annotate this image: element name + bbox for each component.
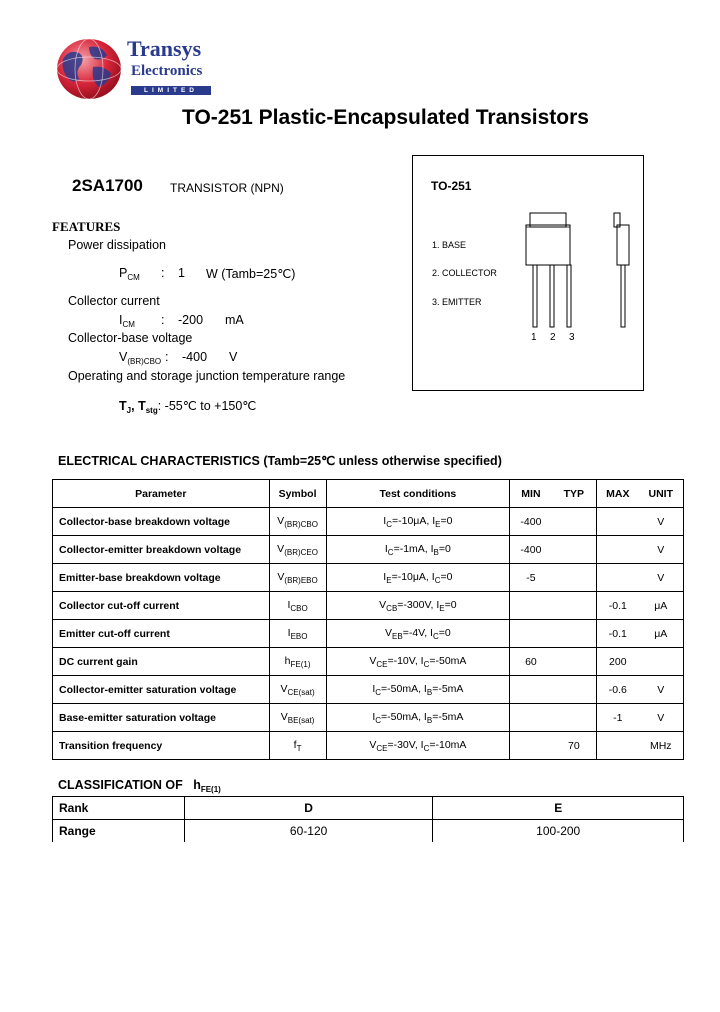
- pin-number-1: 1: [531, 332, 537, 343]
- param-cell: Base-emitter saturation voltage: [53, 704, 270, 732]
- typ-cell: 70: [552, 732, 597, 760]
- unit-cell: V: [639, 704, 684, 732]
- symbol-cell: $h_{FE(1)}$: [269, 648, 326, 676]
- pin-number-2: 2: [550, 332, 556, 343]
- table-row: [53, 797, 684, 820]
- header-max: MAX: [597, 480, 639, 508]
- typ-cell: [552, 508, 597, 536]
- rank-d: D: [184, 797, 433, 820]
- table-row: [53, 648, 684, 676]
- electrical-characteristics-heading: ELECTRICAL CHARACTERISTICS (Tamb=25℃ unless otherwise specified): [58, 454, 502, 468]
- param-cell: DC current gain: [53, 648, 270, 676]
- max-cell: [597, 732, 639, 760]
- condition-cell: $I_C=-10\mu A$, $I_E=0$: [326, 508, 510, 536]
- icm-value: -200: [178, 313, 204, 327]
- collector-base-voltage-label: Collector-base voltage: [68, 331, 193, 345]
- param-cell: Collector-emitter breakdown voltage: [53, 536, 270, 564]
- min-cell: 60: [510, 648, 552, 676]
- classification-heading: CLASSIFICATION OF $h_{FE(1)}$: [58, 778, 221, 794]
- power-dissipation-label: Power dissipation: [68, 238, 166, 252]
- min-cell: [510, 592, 552, 620]
- unit-cell: [639, 648, 684, 676]
- icm-symbol: $I_{CM}$: [119, 313, 135, 329]
- max-cell: -0.1: [597, 620, 639, 648]
- vcbo-colon: :: [165, 350, 169, 364]
- condition-cell: $I_C=-50mA$, $I_B=-5mA$: [326, 676, 510, 704]
- rank-e: E: [433, 797, 684, 820]
- max-cell: -0.1: [597, 592, 639, 620]
- logo-company-name: Transys: [127, 36, 202, 61]
- unit-cell: μA: [639, 592, 684, 620]
- header-typ: TYP: [552, 480, 597, 508]
- condition-cell: $I_C=-50mA$, $I_B=-5mA$: [326, 704, 510, 732]
- table-row: [53, 820, 684, 843]
- symbol-cell: $V_{(BR)CEO}$: [269, 536, 326, 564]
- header-parameter: Parameter: [53, 480, 270, 508]
- param-cell: Transition frequency: [53, 732, 270, 760]
- electrical-characteristics-table: [52, 479, 684, 760]
- min-cell: -5: [510, 564, 552, 592]
- symbol-cell: $I_{CBO}$: [269, 592, 326, 620]
- table-row: [53, 732, 684, 760]
- condition-cell: $V_{EB}=-4V$, $I_C=0$: [326, 620, 510, 648]
- typ-cell: [552, 592, 597, 620]
- unit-cell: V: [639, 676, 684, 704]
- max-cell: [597, 536, 639, 564]
- unit-cell: V: [639, 508, 684, 536]
- logo-division-name: Electronics: [131, 63, 203, 79]
- typ-cell: [552, 704, 597, 732]
- max-cell: -0.6: [597, 676, 639, 704]
- param-cell: Collector-emitter saturation voltage: [53, 676, 270, 704]
- min-cell: [510, 620, 552, 648]
- pin-3-label: 3. EMITTER: [432, 297, 482, 307]
- condition-cell: $V_{CB}=-300V$, $I_E=0$: [326, 592, 510, 620]
- max-cell: [597, 564, 639, 592]
- range-e: 100-200: [433, 820, 684, 843]
- page-title: TO-251 Plastic-Encapsulated Transistors: [182, 106, 589, 129]
- typ-cell: [552, 564, 597, 592]
- min-cell: [510, 676, 552, 704]
- table-row: [53, 620, 684, 648]
- symbol-cell: $f_T$: [269, 732, 326, 760]
- unit-cell: MHz: [639, 732, 684, 760]
- pcm-colon: :: [161, 266, 165, 280]
- collector-current-label: Collector current: [68, 294, 160, 308]
- symbol-cell: $I_{EBO}$: [269, 620, 326, 648]
- unit-cell: V: [639, 564, 684, 592]
- table-row: [53, 592, 684, 620]
- min-cell: -400: [510, 508, 552, 536]
- vcbo-value: -400: [182, 350, 208, 364]
- typ-cell: [552, 536, 597, 564]
- icm-unit: mA: [225, 313, 244, 327]
- classification-table: [52, 796, 684, 842]
- part-type: TRANSISTOR (NPN): [170, 181, 284, 195]
- table-header-row: [53, 480, 684, 508]
- unit-cell: V: [639, 536, 684, 564]
- typ-cell: [552, 648, 597, 676]
- max-cell: -1: [597, 704, 639, 732]
- icm-colon: :: [161, 313, 165, 327]
- header-unit: UNIT: [639, 480, 684, 508]
- company-logo-globe: [55, 37, 123, 101]
- features-heading: FEATURES: [52, 219, 121, 234]
- header-test-conditions: Test conditions: [326, 480, 510, 508]
- min-cell: [510, 732, 552, 760]
- range-d: 60-120: [184, 820, 433, 843]
- param-cell: Collector-base breakdown voltage: [53, 508, 270, 536]
- unit-cell: μA: [639, 620, 684, 648]
- header-min: MIN: [510, 480, 552, 508]
- pcm-value: 1: [178, 266, 185, 280]
- param-cell: Collector cut-off current: [53, 592, 270, 620]
- package-title: TO-251: [431, 179, 472, 193]
- to251-package-drawing: [520, 205, 640, 335]
- rank-label: Rank: [53, 797, 185, 820]
- temperature-range-label: Operating and storage junction temperature range: [68, 369, 346, 383]
- table-row: [53, 676, 684, 704]
- symbol-cell: $V_{(BR)CBO}$: [269, 508, 326, 536]
- min-cell: [510, 704, 552, 732]
- symbol-cell: $V_{CE(sat)}$: [269, 676, 326, 704]
- pcm-symbol: $P_{CM}$: [119, 266, 140, 282]
- table-row: [53, 564, 684, 592]
- vcbo-symbol: $V_{(BR)CBO}$: [119, 350, 162, 366]
- part-number: 2SA1700: [72, 176, 143, 195]
- typ-cell: [552, 676, 597, 704]
- table-row: [53, 508, 684, 536]
- min-cell: -400: [510, 536, 552, 564]
- condition-cell: $V_{CE}=-30V$, $I_C=-10mA$: [326, 732, 510, 760]
- symbol-cell: $V_{BE(sat)}$: [269, 704, 326, 732]
- vcbo-unit: V: [229, 350, 238, 364]
- max-cell: 200: [597, 648, 639, 676]
- table-row: [53, 536, 684, 564]
- max-cell: [597, 508, 639, 536]
- symbol-cell: $V_{(BR)EBO}$: [269, 564, 326, 592]
- param-cell: Emitter-base breakdown voltage: [53, 564, 270, 592]
- condition-cell: $I_E=-10\mu A$, $I_C=0$: [326, 564, 510, 592]
- pin-number-3: 3: [569, 332, 575, 343]
- logo-limited-bar: LIMITED: [131, 86, 211, 95]
- range-label: Range: [53, 820, 185, 843]
- param-cell: Emitter cut-off current: [53, 620, 270, 648]
- pin-1-label: 1. BASE: [432, 240, 467, 250]
- condition-cell: $I_C=-1mA$, $I_B=0$: [326, 536, 510, 564]
- header-symbol: Symbol: [269, 480, 326, 508]
- tj-tstg-symbol: $T_J$, $T_{stg}$: -55℃ to +150℃: [119, 399, 257, 415]
- condition-cell: $V_{CE}=-10V$, $I_C=-50mA$: [326, 648, 510, 676]
- table-row: [53, 704, 684, 732]
- pin-2-label: 2. COLLECTOR: [432, 268, 497, 278]
- typ-cell: [552, 620, 597, 648]
- pcm-unit: W (Tamb=25℃): [206, 267, 296, 281]
